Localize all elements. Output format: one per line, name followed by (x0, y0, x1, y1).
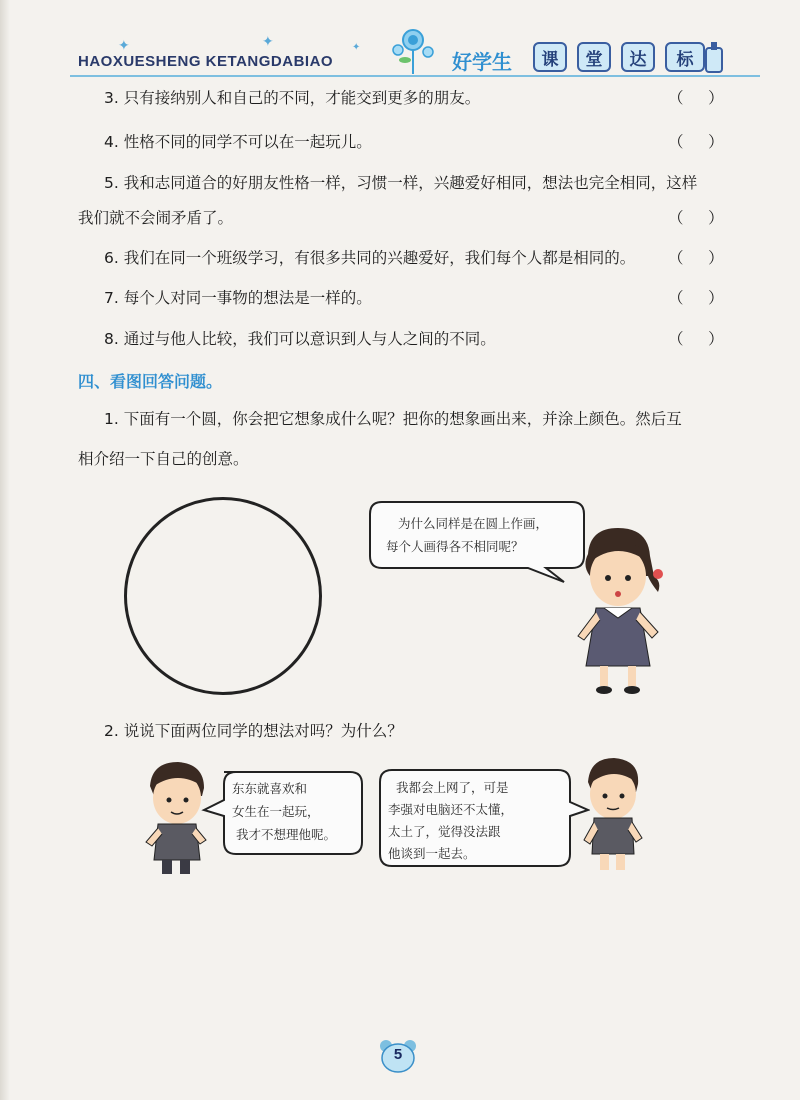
star-icon: ✦ (352, 42, 361, 53)
train-car-1: 课 (533, 42, 567, 72)
star-icon: ✦ (118, 38, 130, 54)
train-banner (525, 34, 725, 80)
answer-blank-6[interactable]: （ ） (668, 249, 724, 267)
statement-6: 6. 我们在同一个班级学习，有很多共同的兴趣爱好，我们每个人都是相同的。 (104, 249, 636, 267)
answer-blank-8[interactable]: （ ） (668, 330, 724, 348)
statement-5-continuation: 我们就不会闹矛盾了。 (78, 209, 234, 227)
boy-right-bubble-line-2: 李强对电脑还不太懂， (388, 802, 514, 817)
question-1-line-2: 相介绍一下自己的创意。 (78, 450, 249, 468)
boy-right-bubble-line-4: 他谈到一起去。 (388, 846, 476, 861)
star-icon: ✦ (262, 34, 274, 50)
brand-title: 好学生 (452, 50, 512, 74)
boy-right-bubble-line-1: 我都会上网了，可是 (396, 780, 509, 795)
answer-blank-4[interactable]: （ ） (668, 133, 724, 151)
boy-left-bubble-line-3: 我才不想理他呢。 (236, 827, 337, 842)
answer-blank-5[interactable]: （ ） (668, 209, 724, 227)
page-number-badge (378, 1038, 418, 1074)
boy-right-bubble-line-3: 太土了，觉得没法跟 (388, 824, 501, 839)
boy-illustration-right (580, 756, 646, 874)
statement-3: 3. 只有接纳别人和自己的不同，才能交到更多的朋友。 (104, 89, 481, 107)
train-engine-icon (705, 42, 725, 76)
flower-icon (388, 24, 438, 74)
page-spine-shadow (0, 0, 10, 1100)
girl-bubble-line-2: 每个人画得各不相同呢？ (386, 539, 524, 554)
statement-7: 7. 每个人对同一事物的想法是一样的。 (104, 289, 372, 307)
boy-left-bubble-line-2: 女生在一起玩， (232, 804, 320, 819)
question-2: 2. 说说下面两位同学的想法对吗？为什么？ (104, 722, 403, 740)
girl-illustration (570, 526, 670, 698)
page-number: 5 (393, 1046, 403, 1063)
train-car-4: 标 (665, 42, 705, 72)
boy-left-bubble-line-1: 东东就喜欢和 (232, 781, 308, 796)
answer-blank-7[interactable]: （ ） (668, 289, 724, 307)
drawing-circle[interactable] (124, 497, 322, 695)
train-car-3: 达 (621, 42, 655, 72)
girl-bubble-line-1: 为什么同样是在圆上作画， (398, 516, 549, 531)
page-header (0, 20, 800, 90)
statement-8: 8. 通过与他人比较，我们可以意识到人与人之间的不同。 (104, 330, 496, 348)
header-latin-title: HAOXUESHENG KETANGDABIAO (78, 53, 334, 70)
train-car-2: 堂 (577, 42, 611, 72)
statement-5: 5. 我和志同道合的好朋友性格一样，习惯一样，兴趣爱好相同，想法也完全相同，这样 (104, 174, 698, 192)
question-1-line-1: 1. 下面有一个圆，你会把它想象成什么呢？把你的想象画出来，并涂上颜色。然后互 (104, 410, 682, 428)
answer-blank-3[interactable]: （ ） (668, 89, 724, 107)
section-title: 四、看图回答问题。 (78, 372, 223, 391)
statement-4: 4. 性格不同的同学不可以在一起玩儿。 (104, 133, 372, 151)
